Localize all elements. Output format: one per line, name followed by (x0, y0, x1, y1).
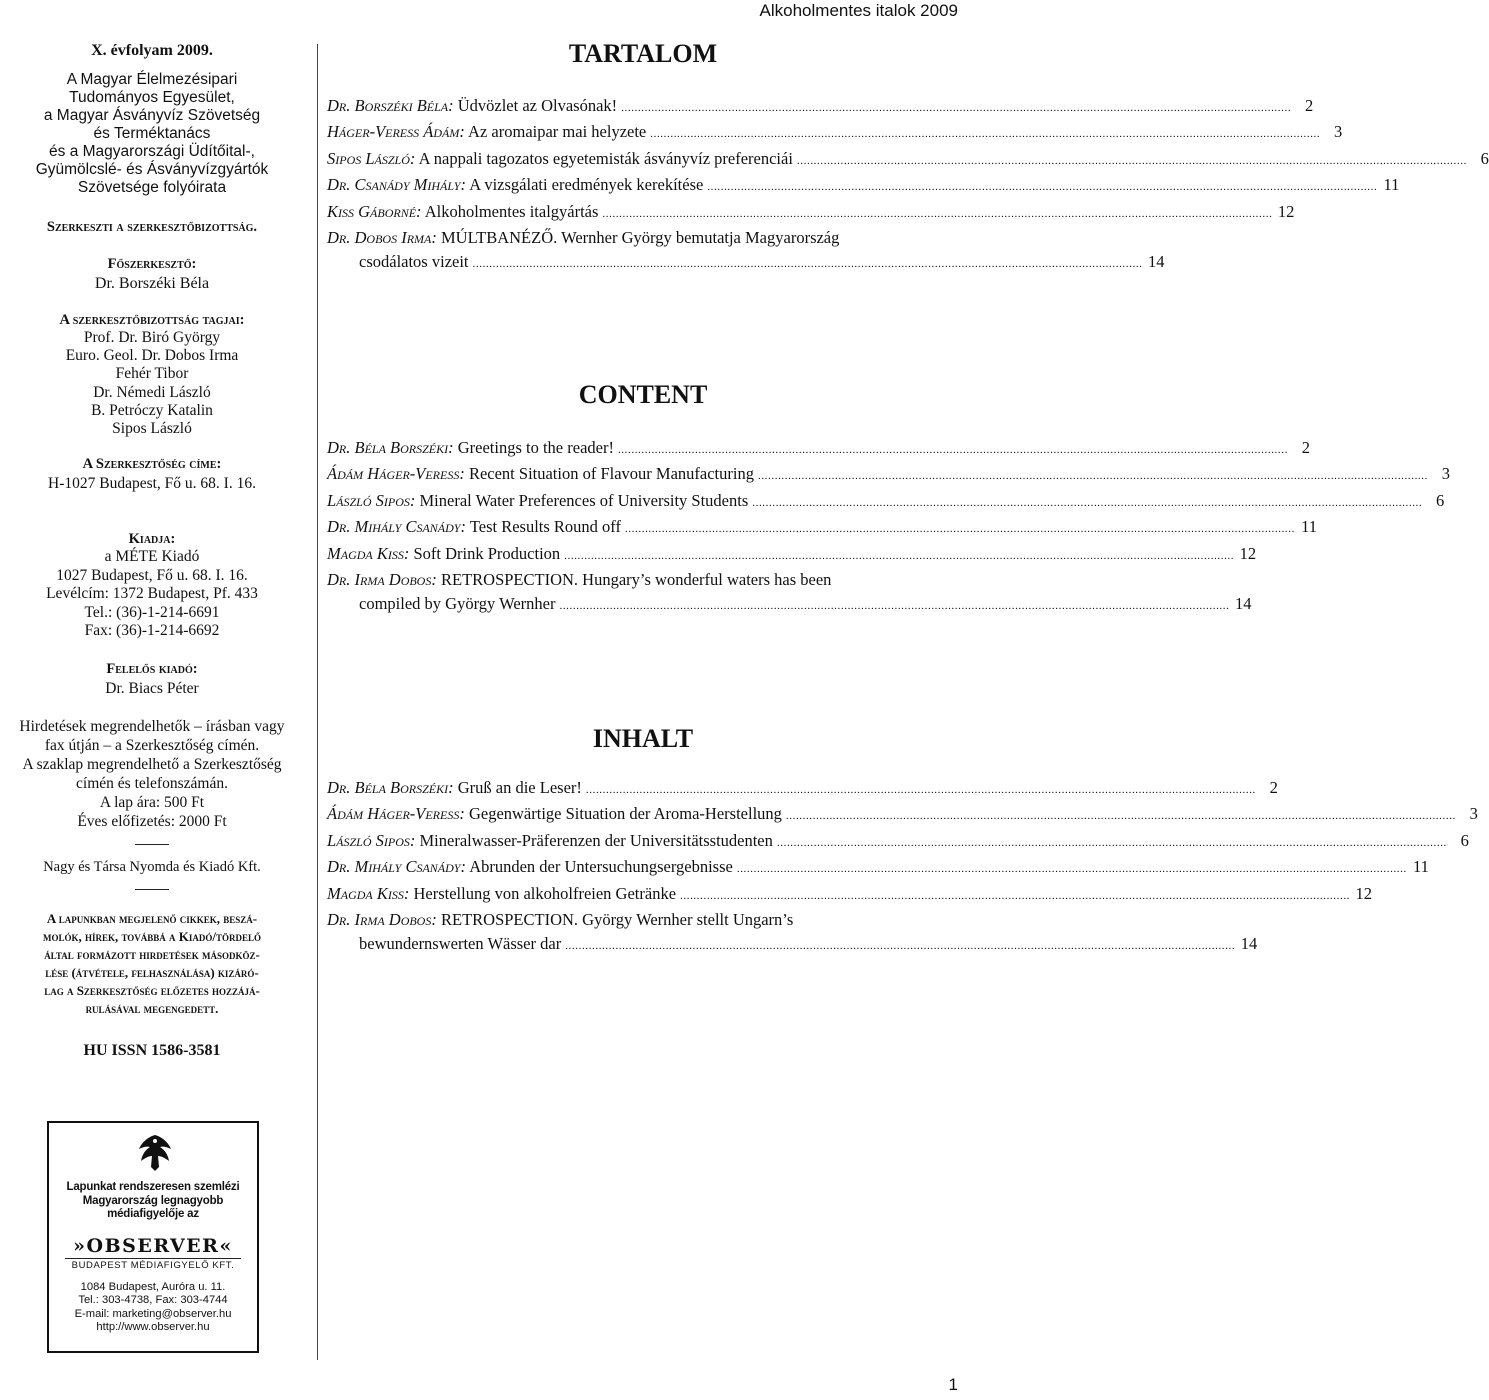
toc-leader-dots: ........................................................................................................................................................................................................ (565, 940, 1236, 953)
publisher-info-line: Levélcím: 1372 Budapest, Pf. 433 (46, 585, 258, 603)
notice-line: lag a Szerkesztőség előzetes hozzájá- (44, 982, 260, 998)
toc-entry-row (327, 932, 1258, 958)
edited-by: Szerkeszti a szerkesztőbizottság. (46, 219, 258, 235)
issn: HU ISSN 1586-3581 (83, 1041, 221, 1059)
toc-author: Magda Kiss: (327, 543, 410, 563)
board-member: Sipos László (112, 420, 192, 438)
toc-page-number: 6 (1480, 148, 1489, 168)
toc-entry (327, 120, 1343, 146)
office-label: A Szerkesztőség címe: (82, 456, 222, 473)
toc-entry (327, 436, 1310, 462)
publisher-info-line: a MÉTE Kiadó (104, 548, 200, 566)
toc-leader-dots: ........................................................................................................................................................................................................ (624, 523, 1295, 536)
toc-entry-text (327, 802, 782, 826)
toc-entry-row (327, 250, 1165, 276)
column-divider (317, 44, 318, 1360)
toc-entry-row (327, 802, 1478, 828)
masthead (2, 42, 302, 1060)
toc-page-number: 11 (1383, 175, 1400, 195)
toc-page-number: 3 (1469, 804, 1478, 824)
publisher-line: A Magyar Élelmezésipari (66, 71, 238, 88)
ads-line: címén és telefonszámán. (76, 774, 228, 792)
publisher-line: Gyümölcslé- és Ásványvízgyártók (35, 161, 269, 178)
toc-article-title: Gegenwärtige Situation der Aroma-Herstellung (468, 804, 782, 824)
toc-entry-row (327, 592, 1252, 618)
toc-author: Dr. Mihály Csanády: (327, 517, 466, 537)
toc-entry-row (327, 882, 1373, 908)
toc-entry-row (327, 489, 1445, 515)
toc-entry (327, 542, 1257, 568)
toc-entry-row (327, 94, 1314, 120)
divider (65, 1258, 241, 1259)
publisher-line: Szövetsége folyóirata (77, 179, 227, 196)
toc-leader-dots: ........................................................................................................................................................................................................ (650, 128, 1321, 141)
ads-info (2, 717, 302, 831)
toc-article-title: RETROSPECTION. Hungary’s wonderful waters has been (440, 570, 832, 590)
toc-entry (327, 515, 1317, 541)
toc-entry (327, 568, 1252, 619)
toc-entry (327, 462, 1450, 488)
toc-entry (327, 908, 1258, 959)
toc-entry-row (327, 147, 1489, 173)
toc-entry-text (327, 436, 614, 460)
toc-page-number: 2 (1269, 778, 1278, 797)
toc-english (327, 436, 1450, 619)
contact-line: 1084 Budapest, Auróra u. 11. (80, 1281, 226, 1293)
divider (135, 844, 169, 845)
notice-line: rulásával megengedett. (85, 1000, 219, 1016)
publisher-line: és a Magyarországi Üdítőital-, (49, 143, 255, 160)
notice-line: lése (átvétele, felhasználása) kizáró- (45, 964, 259, 980)
toc-german (327, 776, 1478, 959)
toc-entry (327, 489, 1445, 515)
ad-tagline (49, 1181, 257, 1222)
toc-entry-row (327, 542, 1257, 568)
board-members (2, 329, 302, 438)
toc-article-title-cont: compiled by György Wernher (359, 594, 556, 614)
toc-article-title: Üdvözlet az Olvasónak! (457, 96, 618, 115)
ad-line: Lapunkat rendszeresen szemlézi (66, 1181, 240, 1193)
toc-entry-text (327, 829, 773, 853)
board-member: Dr. Némedi László (93, 383, 211, 401)
toc-entry-row (327, 829, 1469, 855)
toc-page-number: 6 (1436, 490, 1445, 510)
toc-entry-text (327, 200, 598, 224)
toc-page-number: 12 (1277, 201, 1295, 221)
journal-header: Alkoholmentes italok 2009 (759, 1, 958, 20)
publisher-info-line: Fax: (36)-1-214-6692 (84, 622, 220, 640)
toc-leader-dots: ........................................................................................................................................................................................................ (776, 836, 1447, 849)
publisher-info (2, 548, 302, 641)
toc-entry-text (327, 542, 560, 566)
toc-entry-text (327, 120, 646, 144)
toc-leader-dots: ........................................................................................................................................................................................................ (736, 863, 1407, 876)
toc-article-title: Mineralwasser-Präferenzen der Universitätsstudenten (419, 830, 773, 850)
toc-entry-text (327, 94, 617, 118)
contact-line: E-mail: marketing@observer.hu (74, 1307, 232, 1320)
toc-article-title-cont: csodálatos vizeit (359, 252, 469, 272)
toc-leader-dots: ........................................................................................................................................................................................................ (707, 181, 1378, 194)
toc-entry (327, 200, 1295, 226)
copyright-notice (2, 910, 302, 1018)
toc-article-title: Alkoholmentes italgyártás (424, 201, 599, 221)
publisher-line: Tudományos Egyesület, (69, 89, 235, 106)
toc-article-title: Mineral Water Preferences of University Students (419, 490, 749, 510)
board-member: Prof. Dr. Biró György (83, 329, 221, 346)
toc-entry-row (327, 173, 1400, 199)
toc-entry-text (327, 173, 703, 197)
toc-author: Ádám Háger-Veress: (327, 804, 465, 824)
toc-entry-line (327, 568, 962, 592)
toc-article-title: Herstellung von alkoholfreien Getränke (413, 883, 677, 903)
observer-contact (49, 1281, 257, 1335)
toc-page-number: 2 (1304, 96, 1314, 115)
toc-page-number: 11 (1412, 857, 1429, 877)
toc-leader-dots: ........................................................................................................................................................................................................ (585, 784, 1256, 796)
toc-entry-text (327, 489, 748, 513)
volume-label: X. évfolyam 2009. (91, 42, 213, 59)
board-label: A szerkesztőbizottság tagjai: (59, 312, 245, 328)
toc-article-title: Test Results Round off (469, 517, 621, 537)
contact-line: Tel.: 303-4738, Fax: 303-4744 (78, 1294, 228, 1307)
publisher-description (2, 71, 302, 197)
toc-article-title: Soft Drink Production (413, 543, 561, 563)
toc-article-title: MÚLTBANÉZŐ. Wernher György bemutatja Magyarország (440, 228, 840, 248)
toc-article-title: Gruß an die Leser! (457, 778, 582, 797)
board-member: Fehér Tibor (115, 365, 189, 383)
observer-subtitle: BUDAPEST MÉDIAFIGYELŐ KFT. (71, 1260, 235, 1271)
toc-author: Dr. Béla Borszéki: (327, 778, 454, 797)
ads-line: Éves előfizetés: 2000 Ft (77, 812, 227, 830)
notice-line: által formázott hirdetések másodköz- (44, 946, 260, 962)
ads-line: A szaklap megrendelhető a Szerkesztőség (22, 755, 282, 773)
eagle-logo-icon (133, 1131, 177, 1175)
toc-entry (327, 226, 1165, 277)
observer-brand: »OBSERVER« (73, 1235, 233, 1257)
toc-author: Dr. Mihály Csanády: (327, 857, 466, 877)
toc-page-number: 2 (1301, 438, 1310, 457)
ads-line: fax útján – a Szerkesztőség címén. (44, 736, 260, 754)
toc-entry-row (327, 776, 1278, 802)
toc-page-number: 14 (1240, 934, 1258, 954)
toc-author: László Sipos: (327, 830, 416, 850)
toc-author: Dr. Dobos Irma: (327, 228, 437, 248)
toc-leader-dots: ........................................................................................................................................................................................................ (602, 207, 1273, 220)
toc-entry-row (327, 462, 1450, 488)
toc-page-number: 3 (1441, 464, 1450, 484)
toc-entry-row (327, 436, 1310, 462)
responsible-label: Felelős kiadó: (106, 660, 198, 677)
toc-leader-dots: ........................................................................................................................................................................................................ (617, 444, 1288, 456)
toc-title-hu: TARTALOM (568, 39, 718, 68)
toc-page-number: 12 (1239, 543, 1257, 563)
toc-article-title: Az aromaipar mai helyzete (468, 122, 647, 142)
toc-entry-text (327, 515, 621, 539)
toc-article-title: Recent Situation of Flavour Manufacturing (468, 464, 754, 484)
toc-leader-dots: ........................................................................................................................................................................................................ (757, 470, 1428, 483)
page-number: 1 (948, 1375, 958, 1394)
contact-line: http://www.observer.hu (96, 1321, 210, 1334)
toc-entry-line (327, 908, 962, 932)
toc-title-de: INHALT (592, 724, 694, 753)
board-member: Euro. Geol. Dr. Dobos Irma (65, 347, 239, 365)
toc-author: Dr. Béla Borszéki: (327, 438, 454, 457)
toc-entry-text (327, 462, 754, 486)
observer-ad (47, 1121, 259, 1353)
publisher-line: és Terméktanács (93, 125, 211, 142)
toc-author: Sipos László: (327, 148, 416, 168)
publisher-info-line: 1027 Budapest, Fő u. 68. I. 16. (56, 566, 248, 584)
toc-article-title: Greetings to the reader! (457, 438, 614, 457)
toc-entry (327, 829, 1469, 855)
board-member: B. Petróczy Katalin (91, 401, 213, 419)
toc-leader-dots: ........................................................................................................................................................................................................ (564, 549, 1235, 562)
toc-article-title: RETROSPECTION. György Wernher stellt Ungarn’s (440, 910, 794, 930)
toc-article-title: Abrunden der Untersuchungsergebnisse (469, 857, 733, 877)
toc-title-en: CONTENT (578, 380, 708, 409)
toc-entry (327, 882, 1373, 908)
toc-author: Dr. Irma Dobos: (327, 910, 437, 930)
toc-article-title: A nappali tagozatos egyetemisták ásványvíz preferenciái (418, 148, 793, 168)
responsible-name: Dr. Biacs Péter (105, 679, 199, 697)
notice-line: molók, hírek, továbbá a Kiadó/tördelő (42, 928, 262, 944)
toc-author: Ádám Háger-Veress: (327, 464, 465, 484)
toc-page-number: 12 (1355, 883, 1373, 903)
toc-entry-row (327, 200, 1295, 226)
toc-leader-dots: ........................................................................................................................................................................................................ (785, 810, 1456, 823)
toc-entry (327, 855, 1429, 881)
toc-entry-text (327, 776, 582, 800)
office-address: H-1027 Budapest, Fő u. 68. I. 16. (48, 475, 256, 493)
toc-entry-line (327, 226, 962, 250)
toc-author: Kiss Gáborné: (327, 201, 422, 221)
toc-author: Magda Kiss: (327, 883, 410, 903)
toc-author: Dr. Irma Dobos: (327, 570, 437, 590)
toc-author: László Sipos: (327, 490, 416, 510)
chief-editor-name: Dr. Borszéki Béla (94, 275, 210, 292)
ads-line: Hirdetések megrendelhetők – írásban vagy (19, 717, 285, 735)
toc-article-title-cont: bewundernswerten Wässer dar (359, 934, 562, 954)
toc-author: Dr. Csanády Mihály: (327, 175, 466, 195)
toc-entry (327, 94, 1314, 120)
toc-entry (327, 802, 1478, 828)
toc-entry-text (327, 147, 793, 171)
toc-entry-text (327, 882, 676, 906)
toc-entry (327, 776, 1278, 802)
toc-author: Háger-Veress Ádám: (327, 122, 465, 142)
toc-leader-dots: ........................................................................................................................................................................................................ (680, 889, 1351, 902)
toc-hungarian (327, 94, 1489, 277)
printer-name: Nagy és Társa Nyomda és Kiadó Kft. (43, 858, 261, 875)
toc-entry (327, 147, 1489, 173)
toc-page-number: 14 (1234, 594, 1252, 614)
toc-leader-dots: ........................................................................................................................................................................................................ (796, 154, 1467, 167)
toc-leader-dots: ........................................................................................................................................................................................................ (621, 102, 1292, 114)
toc-article-title: A vizsgálati eredmények kerekítése (469, 175, 704, 195)
ad-line: médiafigyelője az (107, 1208, 199, 1220)
toc-entry-row (327, 515, 1317, 541)
toc-page-number: 11 (1301, 517, 1317, 537)
ads-line: A lap ára: 500 Ft (99, 793, 205, 811)
chief-editor-label: Főszerkesztő: (107, 256, 197, 272)
toc-page-number: 3 (1334, 122, 1343, 142)
publisher-info-line: Tel.: (36)-1-214-6691 (84, 603, 220, 621)
toc-page-number: 14 (1148, 252, 1165, 272)
toc-entry-row (327, 855, 1429, 881)
toc-leader-dots: ........................................................................................................................................................................................................ (472, 258, 1143, 271)
toc-author: Dr. Borszéki Béla: (327, 96, 454, 115)
toc-leader-dots: ........................................................................................................................................................................................................ (559, 600, 1230, 613)
notice-line: A lapunkban megjelenő cikkek, beszá- (46, 910, 258, 926)
toc-page-number: 6 (1460, 830, 1469, 850)
toc-leader-dots: ........................................................................................................................................................................................................ (752, 496, 1423, 509)
divider (135, 889, 169, 890)
publisher-line: a Magyar Ásványvíz Szövetség (43, 107, 261, 124)
ad-line: Magyarország legnagyobb (82, 1194, 224, 1207)
toc-entry (327, 173, 1400, 199)
toc-entry-text (327, 855, 733, 879)
publisher-label: Kiadja: (128, 531, 176, 548)
toc-entry-row (327, 120, 1343, 146)
